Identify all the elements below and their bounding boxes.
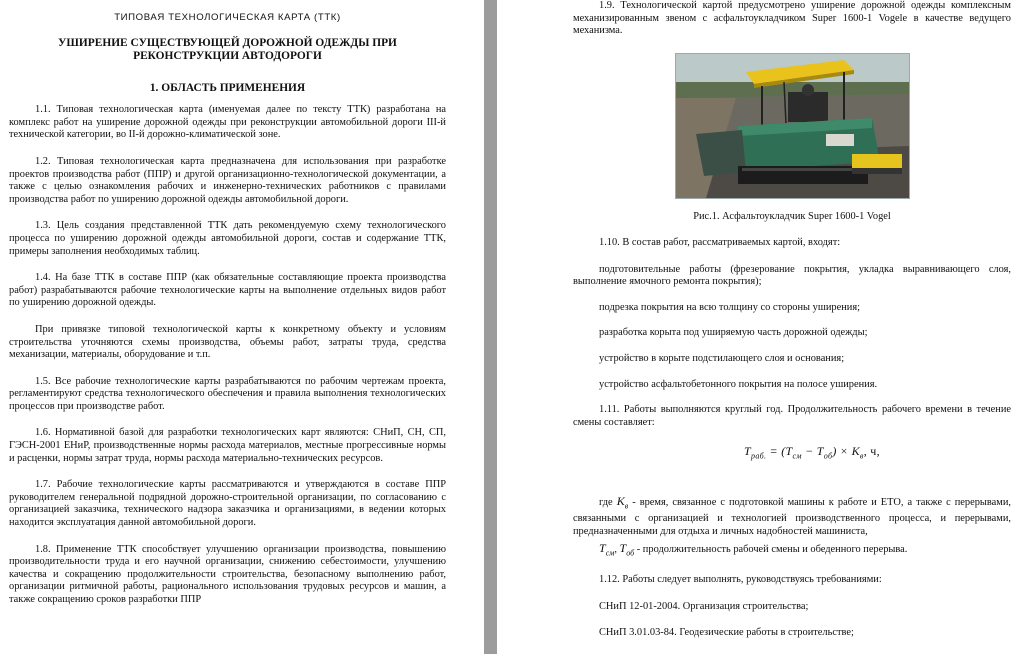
formula-part: = (T <box>766 444 793 459</box>
right-document-page[interactable] <box>497 0 1024 654</box>
formula-explanation-2 <box>573 542 1011 560</box>
work-item: подготовительные работы (фрезерование покрытия, укладка выравнивающего слоя, выполнение ямочного ремонта покрытия); <box>573 263 1011 288</box>
paragraph-1-12: 1.12. Работы следует выполнять, руководствуясь требованиями: <box>599 574 882 586</box>
asphalt-paver-photo <box>675 53 910 199</box>
formula-tail: , ч, <box>863 444 880 459</box>
formula-sub: в <box>859 451 864 461</box>
paragraph-binding: При привязке типовой технологической карты к конкретному объекту и условиям строительства уточняются схемы производства, объемы работ, затраты труда, средства механизации, материалы, оборудование и т.п. <box>9 323 446 361</box>
formula-part: − T <box>801 444 824 459</box>
figure-paver <box>573 53 1011 204</box>
formula-lhs: T <box>744 444 752 459</box>
figure-caption: Рис.1. Асфальтоукладчик Super 1600-1 Vogel <box>693 211 891 223</box>
paragraph-1-7: 1.7. Рабочие технологические карты рассматриваются и утверждаются в составе ППР руководителем генеральной подрядной дорожно-строительной организации, по согласованию с организацией заказчика, технического надзора заказчика и организациями, в ведении которых находится эксплуатация данной автомобильной дороги. <box>9 479 446 529</box>
work-item: разработка корыта под уширяемую часть дорожной одежды; <box>599 327 868 339</box>
paragraph-1-11: 1.11. Работы выполняются круглый год. Продолжительность рабочего времени в течение смены составляет: <box>573 404 1011 428</box>
paragraph-1-3: 1.3. Цель создания представленной ТТК дать рекомендуемую схему технологического процесса по уширению дорожной одежды автомобильной дороги, состав и содержание ТТК, примеры заполнения необходимых таблиц. <box>9 220 446 257</box>
formula-lhs-sub: раб. <box>751 451 767 461</box>
where2-separator: , <box>614 544 620 556</box>
working-time-formula <box>613 445 1011 463</box>
paragraph-1-2: 1.2. Типовая технологическая карта предназначена для использования при разработке проектов производства работ (ППР) и другой организационно-технологической документации, а также с целью ознакомления рабочих и инженерно-технических работников с правилами производства работ по уширению дорожной одежды автомобильной дороги. <box>9 155 446 205</box>
paragraph-1-10: 1.10. В состав работ, рассматриваемых картой, входят: <box>599 236 841 248</box>
paragraph-1-8: 1.8. Применение ТТК способствует улучшению организации производства, повышению производительности труда и его научной организации, снижению себестоимости, улучшению качества и сокращению продолжительности строительства, безопасному выполнению работ, организации ритмичной работы, рационального использования трудовых ресурсов и машин, а также сокращению сроков разработки ППР <box>9 543 446 605</box>
right-page-content <box>573 0 1011 652</box>
document-header: ТИПОВАЯ ТЕХНОЛОГИЧЕСКАЯ КАРТА (ТТК) <box>114 12 341 23</box>
formula-sub: см <box>792 451 802 461</box>
section-heading: 1. ОБЛАСТЬ ПРИМЕНЕНИЯ <box>149 81 306 94</box>
where2-text: - продолжительность рабочей смены и обеденного перерыва. <box>634 544 908 556</box>
paragraph-1-9: 1.9. Технологической картой предусмотрено уширение дорожной одежды комплексным механизированным звеном с асфальтоукладчиком Super 1600-1 Vogele в качестве ведущего механизма. <box>573 0 1011 37</box>
where-prefix: где <box>599 497 613 509</box>
where2-symbol-2: $T_{об}$ <box>619 541 635 558</box>
work-item: подрезка покрытия на всю толщину со стороны уширения; <box>599 301 860 313</box>
work-item: устройство асфальтобетонного покрытия на полосе уширения. <box>599 378 878 390</box>
formula-sub: об <box>823 451 833 461</box>
document-title: УШИРЕНИЕ СУЩЕСТВУЮЩЕЙ ДОРОЖНОЙ ОДЕЖДЫ ПРИ РЕКОНСТРУКЦИИ АВТОДОРОГИ <box>58 36 397 62</box>
where-text: - время, связанное с подготовкой машины к работе и ЕТО, а также с перерывами, связанными с организацией и технологией производственного процесса, и перерывами, предназначенными для отдыха и личных надобностей машиниста, <box>573 497 1011 537</box>
paragraph-1-6: 1.6. Нормативной базой для разработки технологических карт являются: СНиП, СН, СП, ГЭСН-2001 ЕНиР, производственные нормы расхода материалов, местные прогрессивные нормы и расценки, нормы затрат труда, нормы расхода материально-технических ресурсов. <box>9 427 446 464</box>
snip-item: СНиП 12-01-2004. Организация строительства; <box>599 601 809 613</box>
paragraph-1-1: 1.1. Типовая технологическая карта (именуемая далее по тексту ТТК) разработана на комплекс работ на уширение дорожной одежды при реконструкции автомобильной дороги III-й технической категории, во II-й дорожно-климатической зоне. <box>9 104 446 141</box>
page-gutter <box>484 0 497 654</box>
where-symbol: $K_в$ <box>616 494 629 511</box>
left-page-content <box>9 12 446 621</box>
left-document-page[interactable] <box>0 0 484 654</box>
formula-part: ) × K <box>832 444 860 459</box>
paragraph-1-5: 1.5. Все рабочие технологические карты разрабатываются по рабочим чертежам проекта, регламентируют средства технологического обеспечения и правила выполнения технологических процессов при производстве работ. <box>9 375 446 412</box>
paragraph-1-4: 1.4. На базе ТТК в составе ППР (как обязательные составляющие проекта производства работ) разрабатываются рабочие технологические карты на выполнение отдельных видов работ по уширению дорожной одежды. <box>9 272 446 309</box>
formula-explanation-1 <box>573 495 1011 538</box>
snip-item: СНиП 3.01.03-84. Геодезические работы в строительстве; <box>599 626 854 638</box>
where2-symbol-1: $T_{см}$ <box>599 541 615 558</box>
work-item: устройство в корыте подстилающего слоя и основания; <box>599 352 845 364</box>
